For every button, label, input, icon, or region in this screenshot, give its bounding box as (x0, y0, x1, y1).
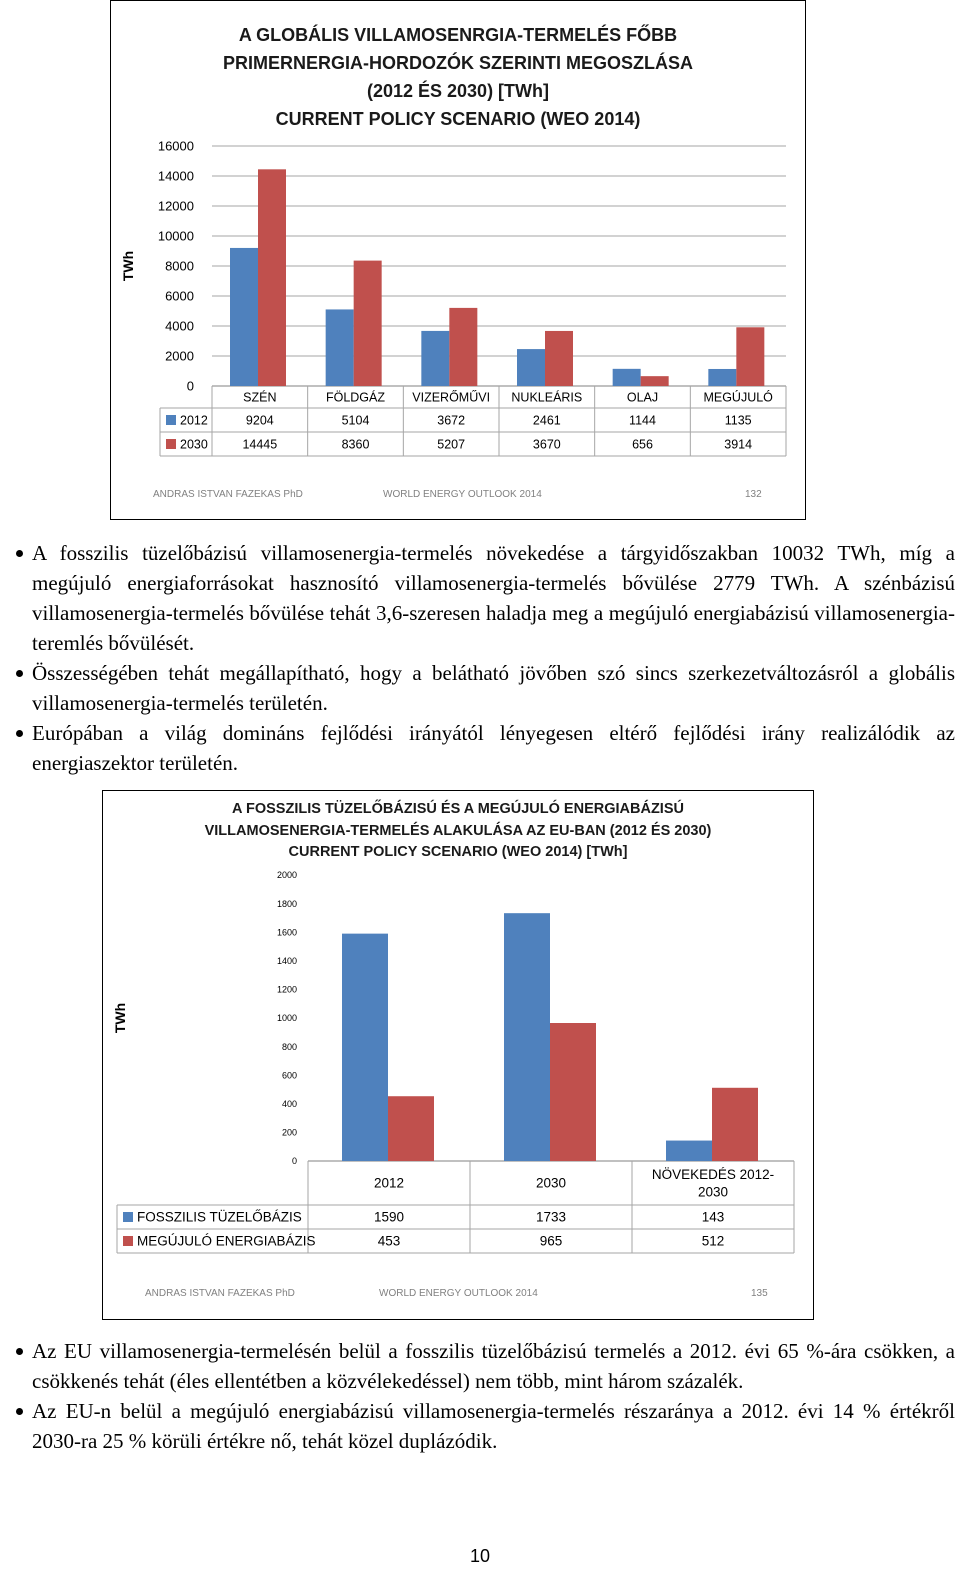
y-tick-label: 200 (281, 1127, 297, 1138)
y-tick-label: 8000 (165, 258, 194, 274)
y-tick-label: 1800 (276, 898, 297, 909)
bullet-dot (16, 1408, 23, 1415)
footer-author: ANDRAS ISTVAN FAZEKAS PhD (153, 489, 303, 500)
data-label: 1144 (629, 413, 656, 428)
chart-title-line: A FOSSZILIS TÜZELŐBÁZISÚ ÉS A MEGÚJULÓ ENERGIABÁZISÚ (232, 801, 684, 817)
y-tick-label: 600 (281, 1070, 297, 1081)
y-tick-label: 2000 (165, 348, 194, 364)
data-label: 3670 (532, 437, 561, 452)
y-axis-label: TWh (120, 250, 136, 282)
category-label: FÖLDGÁZ (325, 390, 386, 405)
data-label: 512 (701, 1233, 725, 1249)
bar-fosszilis-tüzelőbázis (342, 934, 388, 1161)
data-label: 8360 (341, 437, 370, 452)
y-tick-label: 1000 (276, 1013, 297, 1024)
category-label: NUKLEÁRIS (511, 390, 583, 405)
y-tick-label: 4000 (165, 318, 194, 334)
chart-title-line: VILLAMOSENERGIA-TERMELÉS ALAKULÁSA AZ EU-BAN (2012 ÉS 2030) (204, 822, 712, 839)
bullet-dot (16, 1348, 23, 1355)
data-label: 5207 (437, 437, 466, 452)
y-tick-label: 12000 (157, 198, 194, 214)
y-axis-label: TWh (112, 1002, 128, 1034)
y-tick-label: 1400 (276, 955, 297, 966)
legend-label: MEGÚJULÓ ENERGIABÁZIS (137, 1233, 316, 1249)
chart-title-line: A GLOBÁLIS VILLAMOSENRGIA-TERMELÉS FŐBB (238, 25, 678, 45)
data-label: 5104 (341, 413, 370, 428)
y-tick-label: 10000 (157, 228, 194, 244)
data-label: 453 (377, 1233, 401, 1249)
legend-label: FOSSZILIS TÜZELŐBÁZIS (137, 1209, 302, 1225)
bullet-text: Európában a világ domináns fejlődési irányától lényegesen eltérő fejlődési irány realizálódik az energiaszektor területén. (32, 721, 955, 775)
bullet-text: Az EU villamosenergia-termelésén belül a fosszilis tüzelőbázisú termelés a 2012. évi 65 %-ára csökken, a csökkenés tehát (éles ellentétben a közvélekedéssel) nem több, mint három százalék. (32, 1339, 955, 1393)
y-tick-label: 2000 (276, 870, 297, 881)
category-label: MEGÚJULÓ (703, 390, 773, 405)
data-label: 1135 (724, 413, 752, 428)
y-tick-label: 0 (291, 1156, 297, 1167)
legend-swatch (123, 1236, 133, 1246)
category-label: 2012 (373, 1175, 405, 1191)
category-label: OLAJ (626, 390, 659, 405)
footer-source: WORLD ENERGY OUTLOOK 2014 (379, 1288, 538, 1299)
footer-slide-number: 132 (745, 489, 762, 500)
data-label: 9204 (245, 413, 274, 428)
chart-title-line: CURRENT POLICY SCENARIO (WEO 2014) (275, 109, 641, 129)
bullet-text: Az EU-n belül a megújuló energiabázisú villamosenergia-termelés részaránya a 2012. évi 14 % értékről 2030-ra 25 % körüli értékre nő, tehát közel duplázódik. (32, 1399, 955, 1453)
y-tick-label: 16000 (157, 138, 194, 154)
footer-source: WORLD ENERGY OUTLOOK 2014 (383, 489, 542, 500)
chart-title-line: CURRENT POLICY SCENARIO (WEO 2014) [TWh] (288, 844, 628, 860)
bar-megújuló-energiabázis (388, 1096, 434, 1161)
footer-author: ANDRAS ISTVAN FAZEKAS PhD (145, 1288, 295, 1299)
y-tick-label: 0 (186, 378, 194, 394)
footer-slide-number: 135 (751, 1288, 768, 1299)
category-label: NÖVEKEDÉS 2012-2030 (651, 1167, 775, 1200)
category-label: 2030 (535, 1175, 567, 1191)
data-label: 143 (701, 1209, 725, 1225)
y-tick-label: 6000 (165, 288, 194, 304)
data-label: 2461 (532, 413, 561, 428)
bar-fosszilis-tüzelőbázis (666, 1141, 712, 1161)
bullet-item (10, 1396, 955, 1456)
y-tick-label: 1200 (276, 984, 297, 995)
data-label: 965 (539, 1233, 563, 1249)
bar-megújuló-energiabázis (550, 1023, 596, 1161)
category-label: VIZERŐMŰVI (412, 390, 491, 405)
legend-swatch (123, 1212, 133, 1222)
y-tick-label: 14000 (157, 168, 194, 184)
bullet-item (10, 1336, 955, 1396)
category-label: SZÉN (243, 390, 277, 405)
data-label: 3914 (724, 437, 753, 452)
data-label: 1590 (373, 1209, 405, 1225)
chart-title-line: PRIMERNERGIA-HORDOZÓK SZERINTI MEGOSZLÁSA (222, 53, 693, 73)
data-label: 14445 (242, 437, 278, 452)
bar-fosszilis-tüzelőbázis (504, 913, 550, 1161)
y-tick-label: 400 (281, 1098, 297, 1109)
y-tick-label: 800 (281, 1041, 297, 1052)
y-tick-label: 1600 (276, 927, 297, 938)
chart-title-line: (2012 ÉS 2030) [TWh] (366, 81, 550, 101)
data-label: 656 (632, 437, 653, 452)
data-label: 1733 (535, 1209, 567, 1225)
data-label: 3672 (437, 413, 466, 428)
page-number: 10 (469, 1546, 491, 1566)
legend-label: 2030 (180, 437, 208, 452)
bullet-text: Összességében tehát megállapítható, hogy a belátható jövőben szó sincs szerkezetváltozásról a globális villamosenergia-termelés területén. (32, 661, 955, 715)
bullet-list-bottom (10, 1336, 955, 1456)
bar-megújuló-energiabázis (712, 1088, 758, 1161)
bullet-text: A fosszilis tüzelőbázisú villamosenergia-termelés növekedése a tárgyidőszakban 10032 TWh, míg a megújuló energiaforrásokat hasznosító villamosenergia-termelés bővülése 2779 TWh. A szénbázisú villamosenergia-termelés bővülése tehát 3,6-szeresen haladja meg a megújuló energiabázisú villamosenergia-teremlés bővülését. (32, 541, 955, 655)
legend-label: 2012 (180, 413, 208, 428)
